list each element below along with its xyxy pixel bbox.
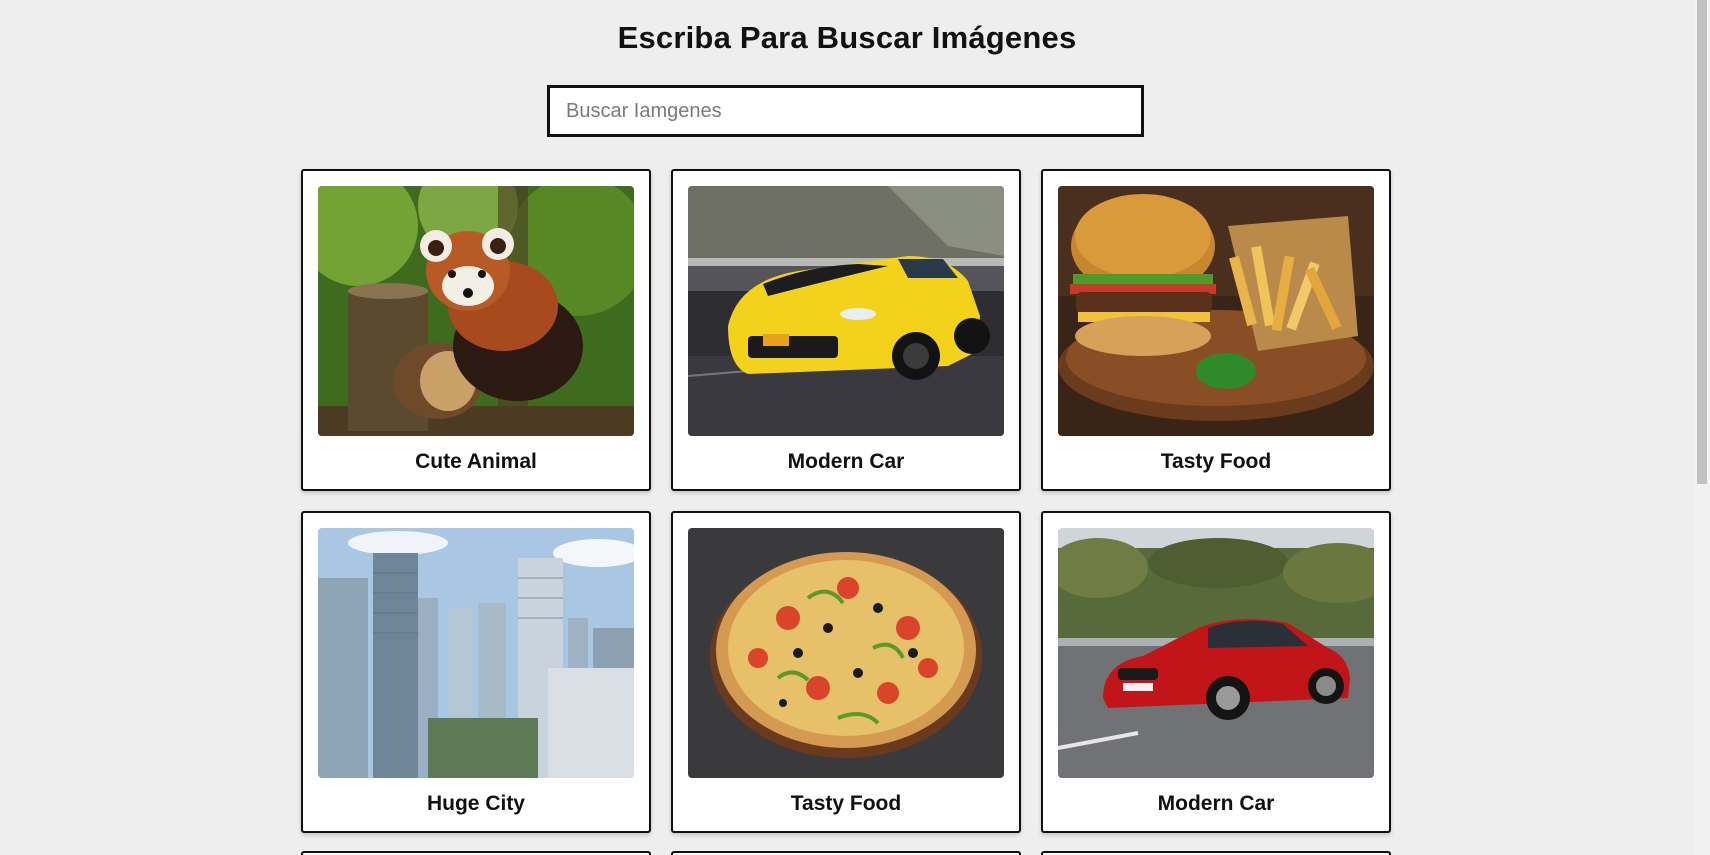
image-card[interactable] — [301, 851, 651, 855]
image-grid — [301, 169, 1391, 833]
card-caption: Tasty Food — [790, 792, 902, 815]
image-card[interactable] — [1041, 511, 1391, 833]
image-card[interactable] — [301, 511, 651, 833]
image-card[interactable] — [671, 851, 1021, 855]
scrollbar-thumb[interactable] — [1697, 0, 1707, 484]
next-row-cards — [301, 851, 1391, 855]
vertical-scrollbar[interactable] — [1694, 0, 1710, 855]
pizza-photo — [688, 528, 1004, 778]
search-input[interactable] — [547, 85, 1144, 137]
page-title: Escriba Para Buscar Imágenes — [617, 20, 1077, 55]
city-skyscrapers-photo — [318, 528, 634, 778]
red-panda-photo — [318, 186, 634, 436]
image-card[interactable] — [671, 169, 1021, 491]
card-caption: Huge City — [426, 792, 525, 815]
yellow-sports-car-photo — [688, 186, 1004, 436]
red-sports-car-photo — [1058, 528, 1374, 778]
card-caption: Cute Animal — [415, 450, 537, 473]
image-card[interactable] — [301, 169, 651, 491]
image-card[interactable] — [1041, 169, 1391, 491]
image-card[interactable] — [1041, 851, 1391, 855]
burger-and-fries-photo — [1058, 186, 1374, 436]
image-card[interactable] — [671, 511, 1021, 833]
card-caption: Modern Car — [787, 450, 905, 473]
card-caption: Modern Car — [1157, 792, 1275, 815]
card-caption: Tasty Food — [1160, 450, 1272, 473]
